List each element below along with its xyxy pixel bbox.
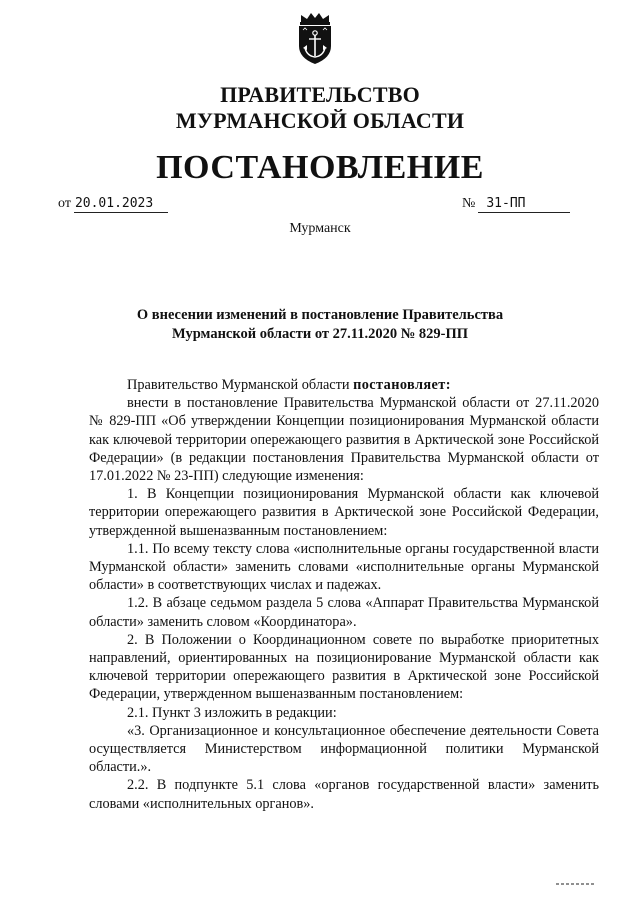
intro-decree-word: постановляет: [353,377,451,393]
number-prefix: № [462,196,476,211]
body-paragraph: 1.2. В абзаце седьмом раздела 5 слова «Аппарат Правительства Мурманской области» заменить словом «Координатора». [89,595,599,630]
city-name: Мурманск [289,221,351,236]
body-paragraph: внести в постановление Правительства Мурманской области от 27.11.2020 № 829-ПП «Об утверждении Концепции позиционирования Мурманской области как ключевой территории опережающего развития в Арктической зоне Российской Федерации» (в редакции постановления Правительства Мурманской области от 17.01.2022 № 23-ПП) следующие изменения: [89,395,599,485]
body-paragraph: 2. В Положении о Координационном совете по выработке приоритетных направлений, ориентированных на позиционирование Мурманской области как ключевой территории опережающего развития в Арктической зоне Российской Федерации, утвержденном вышеназванным постановлением: [89,631,599,703]
date-value: 20.01.2023 [74,196,168,213]
subject-line2: Мурманской области от 27.11.2020 № 829-ПП [171,326,469,342]
document-subject [100,306,540,344]
document-body [89,376,599,813]
page-corner-mark [552,880,600,888]
subject-line1: О внесении изменений в постановление Правительства [136,307,504,323]
body-paragraph: 2.1. Пункт 3 изложить в редакции: [127,704,337,721]
coat-of-arms-icon [293,12,337,66]
document-number [462,196,570,213]
date-prefix: от [58,196,71,211]
number-value: 31-ПП [478,196,570,213]
organization-name-line2: МУРМАНСКОЙ ОБЛАСТИ [175,108,465,133]
document-date [58,196,168,213]
document-type-title: ПОСТАНОВЛЕНИЕ [156,149,484,186]
body-paragraph: 1. В Концепции позиционирования Мурманской области как ключевой территории опережающего развития в Арктической зоне Российской Федерации, утвержденной вышеназванным постановлением: [89,486,599,539]
organization-name-line1: ПРАВИТЕЛЬСТВО [220,82,420,107]
intro-text: Правительство Мурманской области [127,377,354,393]
body-paragraph: «3. Организационное и консультационное обеспечение деятельности Совета осуществляется Министерством информационной политики Мурманской области.». [89,722,599,776]
body-paragraph: 1.1. По всему тексту слова «исполнительные органы государственной власти Мурманской области» заменить словами «исполнительные органы Мурманской области» в соответствующих числах и падежах. [89,540,599,594]
body-paragraph: 2.2. В подпункте 5.1 слова «органов государственной власти» заменить словами «исполнительных органов». [89,777,599,812]
intro-paragraph [89,376,599,394]
